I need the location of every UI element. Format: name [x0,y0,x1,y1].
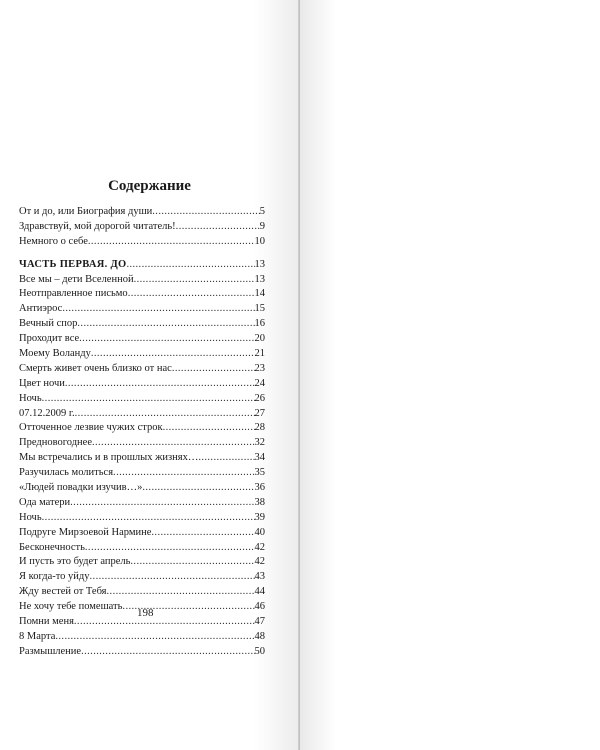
toc-entry-page: 10 [254,235,265,247]
toc-entry-page: 13 [254,273,265,285]
dot-leader [62,302,254,317]
toc-entry-title: Помни меня [19,616,74,628]
toc-entry [19,496,265,511]
toc-entry-title: Я когда-то уйду [19,571,90,583]
toc-entry [19,526,265,541]
dot-leader [88,235,255,250]
contents-heading: Содержание [108,178,191,194]
toc-entry-page: 26 [254,392,265,404]
dot-leader [79,332,254,347]
toc-entry-title: И пусть это будет апрель [19,556,131,568]
dot-leader [172,362,255,377]
toc-entry [19,436,265,451]
dot-leader [142,481,254,496]
toc-entry-title: Моему Воланду [19,348,91,360]
toc-entry-page: 44 [254,586,265,598]
toc-entry-title: Не хочу тебе помешать [19,601,123,613]
dot-leader [92,436,255,451]
section-spacer [19,250,265,258]
toc-entry-title: От и до, или Биография души [19,206,153,217]
toc-entry-page: 21 [254,348,265,360]
toc-entry-page: 13 [254,258,265,270]
toc-entry-page: 40 [254,526,265,538]
toc-entry-title: Неотправленное письмо [19,288,128,300]
toc-entry-page: 16 [254,318,265,330]
dot-leader [107,585,255,600]
toc-entry [19,511,265,526]
toc-entry-page: 20 [254,333,265,345]
dot-leader [163,421,255,436]
toc-entry-page: 9 [259,220,265,232]
toc-entry-title: Смерть живет очень близко от нас [19,362,172,374]
dot-leader [81,645,254,660]
toc-entry-page: 50 [254,645,265,657]
dot-leader [152,205,259,220]
toc-entry [19,645,265,660]
toc-entry-page: 15 [254,303,265,315]
dot-leader [77,317,254,332]
toc-entry [19,630,265,645]
toc-entry-title: Ночь [19,511,42,523]
toc-entry-title: Вечный спор [19,318,78,330]
toc-entry [19,466,265,481]
dot-leader [55,630,254,645]
dot-leader [42,392,255,407]
dot-leader [91,347,255,362]
toc-entry [19,287,265,302]
toc-entry [19,570,265,585]
toc-entry-page: 36 [254,482,265,494]
dot-leader [75,407,255,422]
toc-entry [19,205,265,220]
dot-leader [90,570,255,585]
toc-entry-title: Все мы – дети Вселенной [19,273,134,285]
toc-entry-title: Предновогоднее [19,437,92,449]
toc-entry-page: 14 [254,288,265,300]
dot-leader [198,451,254,466]
toc-entry-title: Ночь [19,392,42,404]
toc-entry [19,362,265,377]
toc-left [19,205,265,660]
toc-entry-page: 5 [259,206,265,217]
toc-entry-title: Подруге Мирзоевой Нармине [19,526,152,538]
toc-entry [19,347,265,362]
toc-entry [19,332,265,347]
toc-entry-page: 48 [254,630,265,642]
toc-entry-title: 07.12.2009 г. [19,407,75,419]
dot-leader [70,496,254,511]
toc-entry [19,392,265,407]
toc-entry-title: Проходит все [19,333,80,345]
dot-leader [65,377,255,392]
dot-leader [128,287,255,302]
toc-entry-page: 46 [254,601,265,613]
dot-leader [176,220,260,235]
toc-entry-page: 42 [254,556,265,568]
toc-entry-title: ЧАСТЬ ПЕРВАЯ. ДО [19,258,127,270]
toc-entry [19,555,265,570]
right-page [300,0,600,750]
toc-entry-title: Ода матери [19,496,71,508]
toc-entry-page: 23 [254,362,265,374]
toc-entry-page: 24 [254,377,265,389]
toc-entry-title: Цвет ночи [19,377,65,389]
toc-entry-page: 47 [254,616,265,628]
toc-entry-title: Немного о себе [19,235,88,247]
toc-entry [19,481,265,496]
toc-entry [19,421,265,436]
dot-leader [42,511,255,526]
dot-leader [113,466,254,481]
toc-entry [19,541,265,556]
part-heading-row [19,258,265,273]
toc-entry-page: 42 [254,541,265,553]
toc-entry [19,585,265,600]
toc-entry-page: 35 [254,467,265,479]
toc-entry [19,317,265,332]
toc-entry-title: 8 Марта [19,630,56,642]
dot-leader [130,555,254,570]
toc-entry [19,377,265,392]
toc-entry [19,407,265,422]
dot-leader [85,541,255,556]
toc-entry-title: «Людей повадки изучив…» [19,482,143,494]
dot-leader [151,526,254,541]
toc-entry [19,220,265,235]
toc-entry [19,235,265,250]
toc-entry [19,273,265,288]
toc-entry-title: Мы встречались и в прошлых жизнях… [19,452,199,464]
toc-entry-page: 43 [254,571,265,583]
toc-entry-title: Жду вестей от Тебя [19,586,107,598]
toc-entry-title: Отточенное лезвие чужих строк [19,422,163,434]
toc-entry-title: Здравствуй, мой дорогой читатель! [19,220,176,232]
toc-entry-page: 39 [254,511,265,523]
dot-leader [134,273,255,288]
toc-entry-page: 28 [254,422,265,434]
toc-entry-page: 34 [254,452,265,464]
toc-entry-page: 38 [254,496,265,508]
page-number-left: 198 [137,607,154,619]
toc-entry [19,451,265,466]
toc-entry [19,302,265,317]
toc-entry-page: 27 [254,407,265,419]
left-page [0,0,299,750]
toc-entry-title: Разучилась молиться [19,467,114,479]
toc-entry-title: Размышление [19,645,82,657]
toc-entry-title: Бесконечность [19,541,85,553]
toc-entry-page: 32 [254,437,265,449]
dot-leader [126,258,254,273]
toc-entry-title: Антиэрос [19,303,63,315]
dot-leader [74,615,255,630]
